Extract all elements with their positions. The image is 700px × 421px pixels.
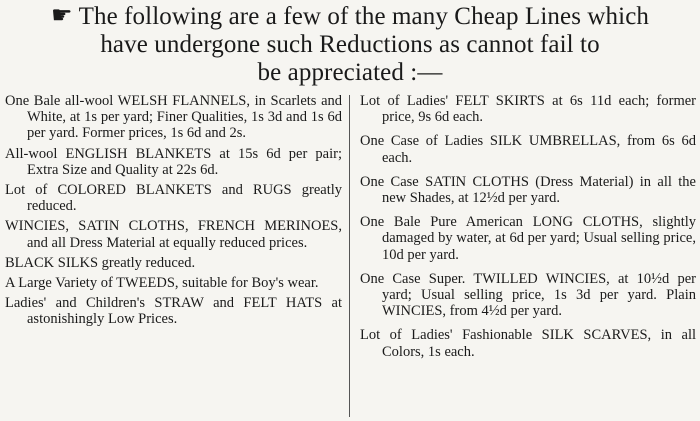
pointing-hand-icon: ☛ bbox=[50, 3, 73, 29]
item-twilled-wincies: One Case Super. TWILLED WINCIES, at 10½d per yard; Usual selling price, 1s 3d per yard. Plain WINCIES, from 4½d per yard. bbox=[360, 270, 696, 320]
item-english-blankets: All-wool ENGLISH BLANKETS at 15s 6d per pair; Extra Size and Quality at 22s 6d. bbox=[5, 145, 342, 178]
item-straw-felt-hats: Ladies' and Children's STRAW and FELT HATS at astonishingly Low Prices. bbox=[5, 295, 342, 328]
item-wincies-satin: WINCIES, SATIN CLOTHS, FRENCH MERINOES, and all Dress Material at equally reduced prices. bbox=[5, 218, 342, 251]
item-silk-scarves: Lot of Ladies' Fashionable SILK SCARVES, in all Colors, 1s each. bbox=[360, 327, 696, 360]
advertisement-header bbox=[0, 2, 700, 87]
item-black-silks: BLACK SILKS greatly reduced. bbox=[5, 254, 196, 271]
item-felt-skirts: Lot of Ladies' FELT SKIRTS at 6s 11d each; former price, 9s 6d each. bbox=[360, 93, 696, 126]
right-column bbox=[360, 93, 696, 368]
item-welsh-flannels: One Bale all-wool WELSH FLANNELS, in Scarlets and White, at 1s per yard; Finer Qualities, 1s 3d and 1s 6d per yard. Former prices, 1s 6d and 2s. bbox=[5, 93, 342, 142]
item-silk-umbrellas: One Case of Ladies SILK UMBRELLAS, from 6s 6d each. bbox=[360, 133, 696, 166]
item-satin-cloths: One Case SATIN CLOTHS (Dress Material) in all the new Shades, at 12½d per yard. bbox=[360, 173, 696, 207]
header-line-2: have undergone such Reductions as cannot fail to bbox=[100, 31, 600, 58]
item-colored-blankets: Lot of COLORED BLANKETS and RUGS greatly reduced. bbox=[5, 182, 342, 215]
header-line-1 bbox=[0, 2, 700, 31]
header-text-1: The following are a few of the many Cheap Lines which bbox=[78, 3, 649, 30]
left-column bbox=[5, 93, 342, 332]
item-long-cloths: One Bale Pure American LONG CLOTHS, slightly damaged by water, at 6d per yard; Usual selling price, 10d per yard. bbox=[360, 214, 696, 263]
column-divider bbox=[349, 95, 350, 417]
header-line-3: be appreciated :— bbox=[257, 59, 443, 86]
item-tweeds: A Large Variety of TWEEDS, suitable for Boy's wear. bbox=[5, 275, 319, 292]
